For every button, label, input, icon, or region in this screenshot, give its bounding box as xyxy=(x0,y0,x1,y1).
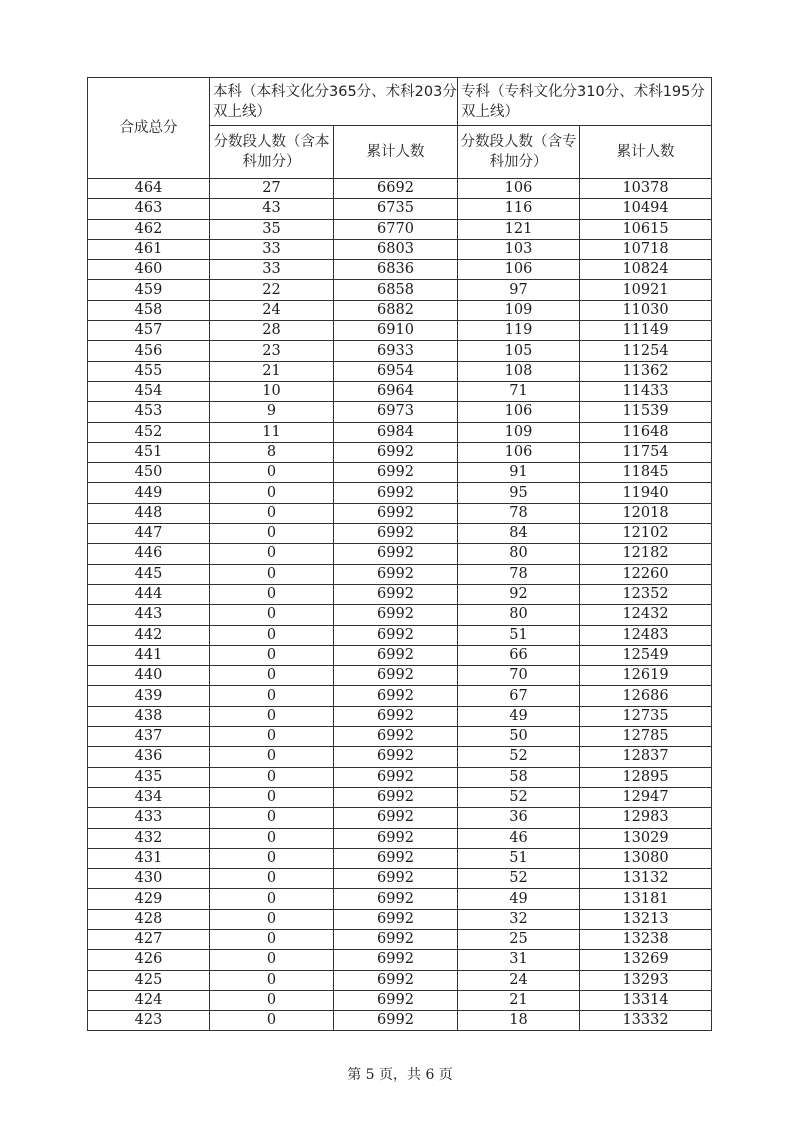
score-cell: 452 xyxy=(88,422,210,442)
vocational-segment-cell: 80 xyxy=(458,605,580,625)
table-row xyxy=(88,828,712,848)
vocational-segment-cell: 109 xyxy=(458,422,580,442)
vocational-segment-cell: 92 xyxy=(458,584,580,604)
score-cell: 441 xyxy=(88,645,210,665)
undergrad-segment-cell: 33 xyxy=(210,260,334,280)
undergrad-cumulative-cell: 6984 xyxy=(334,422,458,442)
table-row xyxy=(88,199,712,219)
undergrad-cumulative-cell: 6992 xyxy=(334,564,458,584)
table-row xyxy=(88,706,712,726)
vocational-segment-cell: 51 xyxy=(458,625,580,645)
score-cell: 453 xyxy=(88,402,210,422)
table-row xyxy=(88,179,712,199)
vocational-cumulative-cell: 11149 xyxy=(580,321,712,341)
vocational-segment-cell: 84 xyxy=(458,524,580,544)
undergrad-segment-cell: 0 xyxy=(210,544,334,564)
undergrad-segment-cell: 0 xyxy=(210,889,334,909)
table-row xyxy=(88,929,712,949)
undergrad-cumulative-cell: 6992 xyxy=(334,625,458,645)
undergrad-segment-cell: 21 xyxy=(210,361,334,381)
undergrad-segment-cell: 0 xyxy=(210,848,334,868)
vocational-segment-cell: 106 xyxy=(458,179,580,199)
table-row xyxy=(88,787,712,807)
vocational-cumulative-cell: 12102 xyxy=(580,524,712,544)
vocational-cumulative-cell: 11539 xyxy=(580,402,712,422)
table-row xyxy=(88,361,712,381)
vocational-cumulative-cell: 12432 xyxy=(580,605,712,625)
vocational-segment-cell: 106 xyxy=(458,402,580,422)
undergrad-cumulative-cell: 6992 xyxy=(334,990,458,1010)
undergrad-cumulative-cell: 6992 xyxy=(334,909,458,929)
score-cell: 432 xyxy=(88,828,210,848)
undergrad-cumulative-cell: 6858 xyxy=(334,280,458,300)
table-row xyxy=(88,727,712,747)
undergrad-cumulative-cell: 6992 xyxy=(334,584,458,604)
vocational-segment-cell: 31 xyxy=(458,950,580,970)
undergrad-segment-cell: 33 xyxy=(210,239,334,259)
undergrad-cumulative-cell: 6803 xyxy=(334,239,458,259)
score-cell: 426 xyxy=(88,950,210,970)
vocational-cumulative-cell: 12483 xyxy=(580,625,712,645)
table-row xyxy=(88,909,712,929)
header-score: 合成总分 xyxy=(88,78,210,179)
table-row xyxy=(88,1011,712,1031)
undergrad-segment-cell: 9 xyxy=(210,402,334,422)
score-cell: 448 xyxy=(88,503,210,523)
undergrad-cumulative-cell: 6992 xyxy=(334,645,458,665)
table-row xyxy=(88,402,712,422)
table-row xyxy=(88,422,712,442)
undergrad-cumulative-cell: 6992 xyxy=(334,828,458,848)
vocational-cumulative-cell: 12549 xyxy=(580,645,712,665)
score-cell: 436 xyxy=(88,747,210,767)
undergrad-segment-cell: 24 xyxy=(210,300,334,320)
undergrad-cumulative-cell: 6992 xyxy=(334,869,458,889)
header-vocational-cumulative: 累计人数 xyxy=(580,126,712,179)
undergrad-cumulative-cell: 6992 xyxy=(334,442,458,462)
undergrad-cumulative-cell: 6933 xyxy=(334,341,458,361)
undergrad-segment-cell: 0 xyxy=(210,828,334,848)
undergrad-segment-cell: 0 xyxy=(210,524,334,544)
score-cell: 440 xyxy=(88,666,210,686)
undergrad-segment-cell: 35 xyxy=(210,219,334,239)
table-row xyxy=(88,300,712,320)
table-row xyxy=(88,483,712,503)
vocational-segment-cell: 119 xyxy=(458,321,580,341)
vocational-cumulative-cell: 13213 xyxy=(580,909,712,929)
table-row xyxy=(88,869,712,889)
vocational-cumulative-cell: 12619 xyxy=(580,666,712,686)
table-row xyxy=(88,564,712,584)
undergrad-segment-cell: 11 xyxy=(210,422,334,442)
score-distribution-sheet xyxy=(87,77,711,1031)
undergrad-segment-cell: 0 xyxy=(210,787,334,807)
table-row xyxy=(88,686,712,706)
vocational-segment-cell: 70 xyxy=(458,666,580,686)
undergrad-cumulative-cell: 6992 xyxy=(334,544,458,564)
vocational-cumulative-cell: 12895 xyxy=(580,767,712,787)
undergrad-segment-cell: 0 xyxy=(210,686,334,706)
score-cell: 437 xyxy=(88,727,210,747)
vocational-cumulative-cell: 12352 xyxy=(580,584,712,604)
undergrad-segment-cell: 10 xyxy=(210,381,334,401)
undergrad-segment-cell: 0 xyxy=(210,706,334,726)
vocational-segment-cell: 36 xyxy=(458,808,580,828)
score-cell: 462 xyxy=(88,219,210,239)
vocational-cumulative-cell: 12018 xyxy=(580,503,712,523)
table-row xyxy=(88,645,712,665)
vocational-cumulative-cell: 10494 xyxy=(580,199,712,219)
header-vocational-group: 专科（专科文化分310分、术科195分双上线） xyxy=(458,78,712,126)
table-row xyxy=(88,625,712,645)
vocational-segment-cell: 49 xyxy=(458,889,580,909)
score-cell: 454 xyxy=(88,381,210,401)
vocational-segment-cell: 71 xyxy=(458,381,580,401)
vocational-segment-cell: 67 xyxy=(458,686,580,706)
vocational-cumulative-cell: 10615 xyxy=(580,219,712,239)
vocational-cumulative-cell: 11648 xyxy=(580,422,712,442)
vocational-segment-cell: 121 xyxy=(458,219,580,239)
vocational-cumulative-cell: 12260 xyxy=(580,564,712,584)
undergrad-segment-cell: 0 xyxy=(210,929,334,949)
header-undergrad-group: 本科（本科文化分365分、术科203分双上线） xyxy=(210,78,458,126)
table-row xyxy=(88,239,712,259)
vocational-cumulative-cell: 12686 xyxy=(580,686,712,706)
score-cell: 458 xyxy=(88,300,210,320)
score-cell: 430 xyxy=(88,869,210,889)
score-cell: 451 xyxy=(88,442,210,462)
vocational-cumulative-cell: 12785 xyxy=(580,727,712,747)
score-cell: 444 xyxy=(88,584,210,604)
score-cell: 427 xyxy=(88,929,210,949)
score-cell: 456 xyxy=(88,341,210,361)
vocational-cumulative-cell: 13314 xyxy=(580,990,712,1010)
undergrad-cumulative-cell: 6992 xyxy=(334,483,458,503)
vocational-segment-cell: 116 xyxy=(458,199,580,219)
score-cell: 433 xyxy=(88,808,210,828)
undergrad-segment-cell: 0 xyxy=(210,645,334,665)
table-row xyxy=(88,767,712,787)
undergrad-cumulative-cell: 6692 xyxy=(334,179,458,199)
score-distribution-table xyxy=(87,77,712,1031)
table-row xyxy=(88,747,712,767)
vocational-segment-cell: 80 xyxy=(458,544,580,564)
undergrad-cumulative-cell: 6992 xyxy=(334,605,458,625)
vocational-segment-cell: 25 xyxy=(458,929,580,949)
undergrad-segment-cell: 0 xyxy=(210,808,334,828)
undergrad-cumulative-cell: 6973 xyxy=(334,402,458,422)
vocational-segment-cell: 66 xyxy=(458,645,580,665)
vocational-cumulative-cell: 12182 xyxy=(580,544,712,564)
table-row xyxy=(88,584,712,604)
table-row xyxy=(88,605,712,625)
vocational-segment-cell: 78 xyxy=(458,503,580,523)
undergrad-cumulative-cell: 6992 xyxy=(334,463,458,483)
undergrad-segment-cell: 0 xyxy=(210,970,334,990)
vocational-segment-cell: 95 xyxy=(458,483,580,503)
undergrad-segment-cell: 0 xyxy=(210,909,334,929)
undergrad-segment-cell: 0 xyxy=(210,564,334,584)
undergrad-segment-cell: 8 xyxy=(210,442,334,462)
vocational-segment-cell: 18 xyxy=(458,1011,580,1031)
table-row xyxy=(88,321,712,341)
table-row xyxy=(88,524,712,544)
vocational-cumulative-cell: 11433 xyxy=(580,381,712,401)
undergrad-segment-cell: 0 xyxy=(210,767,334,787)
score-cell: 447 xyxy=(88,524,210,544)
vocational-segment-cell: 106 xyxy=(458,260,580,280)
undergrad-segment-cell: 0 xyxy=(210,483,334,503)
undergrad-cumulative-cell: 6992 xyxy=(334,706,458,726)
score-cell: 435 xyxy=(88,767,210,787)
vocational-cumulative-cell: 13238 xyxy=(580,929,712,949)
score-cell: 424 xyxy=(88,990,210,1010)
score-cell: 425 xyxy=(88,970,210,990)
table-row xyxy=(88,503,712,523)
score-cell: 438 xyxy=(88,706,210,726)
table-row xyxy=(88,219,712,239)
vocational-cumulative-cell: 11254 xyxy=(580,341,712,361)
undergrad-cumulative-cell: 6992 xyxy=(334,808,458,828)
vocational-segment-cell: 32 xyxy=(458,909,580,929)
vocational-cumulative-cell: 13269 xyxy=(580,950,712,970)
vocational-segment-cell: 105 xyxy=(458,341,580,361)
vocational-segment-cell: 106 xyxy=(458,442,580,462)
vocational-cumulative-cell: 13029 xyxy=(580,828,712,848)
header-undergrad-cumulative: 累计人数 xyxy=(334,126,458,179)
score-cell: 455 xyxy=(88,361,210,381)
vocational-segment-cell: 109 xyxy=(458,300,580,320)
vocational-segment-cell: 52 xyxy=(458,869,580,889)
vocational-cumulative-cell: 11030 xyxy=(580,300,712,320)
vocational-segment-cell: 108 xyxy=(458,361,580,381)
undergrad-segment-cell: 0 xyxy=(210,950,334,970)
score-cell: 443 xyxy=(88,605,210,625)
table-row xyxy=(88,280,712,300)
table-row xyxy=(88,970,712,990)
table-row xyxy=(88,950,712,970)
vocational-cumulative-cell: 13293 xyxy=(580,970,712,990)
score-cell: 423 xyxy=(88,1011,210,1031)
table-body xyxy=(88,179,712,1031)
table-row xyxy=(88,442,712,462)
table-row xyxy=(88,990,712,1010)
vocational-cumulative-cell: 10921 xyxy=(580,280,712,300)
undergrad-cumulative-cell: 6910 xyxy=(334,321,458,341)
undergrad-cumulative-cell: 6992 xyxy=(334,1011,458,1031)
vocational-segment-cell: 78 xyxy=(458,564,580,584)
undergrad-segment-cell: 0 xyxy=(210,1011,334,1031)
score-cell: 450 xyxy=(88,463,210,483)
vocational-segment-cell: 24 xyxy=(458,970,580,990)
undergrad-segment-cell: 0 xyxy=(210,503,334,523)
score-cell: 442 xyxy=(88,625,210,645)
undergrad-segment-cell: 0 xyxy=(210,727,334,747)
vocational-cumulative-cell: 10378 xyxy=(580,179,712,199)
vocational-segment-cell: 103 xyxy=(458,239,580,259)
undergrad-cumulative-cell: 6992 xyxy=(334,767,458,787)
undergrad-cumulative-cell: 6882 xyxy=(334,300,458,320)
score-cell: 463 xyxy=(88,199,210,219)
undergrad-cumulative-cell: 6735 xyxy=(334,199,458,219)
score-cell: 449 xyxy=(88,483,210,503)
score-cell: 431 xyxy=(88,848,210,868)
undergrad-cumulative-cell: 6992 xyxy=(334,503,458,523)
undergrad-cumulative-cell: 6954 xyxy=(334,361,458,381)
score-cell: 445 xyxy=(88,564,210,584)
score-cell: 439 xyxy=(88,686,210,706)
undergrad-segment-cell: 0 xyxy=(210,747,334,767)
score-cell: 428 xyxy=(88,909,210,929)
vocational-cumulative-cell: 11845 xyxy=(580,463,712,483)
undergrad-cumulative-cell: 6992 xyxy=(334,848,458,868)
table-row xyxy=(88,260,712,280)
header-vocational-segment: 分数段人数（含专科加分） xyxy=(458,126,580,179)
undergrad-cumulative-cell: 6992 xyxy=(334,889,458,909)
table-row xyxy=(88,463,712,483)
table-row xyxy=(88,889,712,909)
vocational-cumulative-cell: 13080 xyxy=(580,848,712,868)
undergrad-cumulative-cell: 6964 xyxy=(334,381,458,401)
undergrad-segment-cell: 0 xyxy=(210,463,334,483)
undergrad-segment-cell: 0 xyxy=(210,990,334,1010)
undergrad-segment-cell: 0 xyxy=(210,584,334,604)
score-cell: 459 xyxy=(88,280,210,300)
undergrad-segment-cell: 0 xyxy=(210,869,334,889)
score-cell: 434 xyxy=(88,787,210,807)
undergrad-segment-cell: 0 xyxy=(210,605,334,625)
page-number-footer: 第 5 页，共 6 页 xyxy=(347,1067,453,1083)
vocational-segment-cell: 52 xyxy=(458,747,580,767)
vocational-cumulative-cell: 11362 xyxy=(580,361,712,381)
vocational-segment-cell: 21 xyxy=(458,990,580,1010)
vocational-cumulative-cell: 13132 xyxy=(580,869,712,889)
vocational-cumulative-cell: 13181 xyxy=(580,889,712,909)
undergrad-cumulative-cell: 6992 xyxy=(334,686,458,706)
undergrad-segment-cell: 23 xyxy=(210,341,334,361)
table-row xyxy=(88,666,712,686)
vocational-cumulative-cell: 11940 xyxy=(580,483,712,503)
score-cell: 429 xyxy=(88,889,210,909)
vocational-cumulative-cell: 12983 xyxy=(580,808,712,828)
undergrad-segment-cell: 0 xyxy=(210,625,334,645)
undergrad-cumulative-cell: 6992 xyxy=(334,970,458,990)
undergrad-cumulative-cell: 6992 xyxy=(334,747,458,767)
score-cell: 457 xyxy=(88,321,210,341)
score-cell: 461 xyxy=(88,239,210,259)
table-row xyxy=(88,544,712,564)
undergrad-cumulative-cell: 6770 xyxy=(334,219,458,239)
table-row xyxy=(88,808,712,828)
table-row xyxy=(88,848,712,868)
vocational-segment-cell: 52 xyxy=(458,787,580,807)
table-header xyxy=(88,78,712,179)
undergrad-segment-cell: 43 xyxy=(210,199,334,219)
undergrad-cumulative-cell: 6992 xyxy=(334,929,458,949)
vocational-cumulative-cell: 12837 xyxy=(580,747,712,767)
vocational-segment-cell: 51 xyxy=(458,848,580,868)
vocational-segment-cell: 46 xyxy=(458,828,580,848)
undergrad-segment-cell: 28 xyxy=(210,321,334,341)
undergrad-segment-cell: 27 xyxy=(210,179,334,199)
table-row xyxy=(88,381,712,401)
score-cell: 464 xyxy=(88,179,210,199)
vocational-cumulative-cell: 11754 xyxy=(580,442,712,462)
vocational-segment-cell: 97 xyxy=(458,280,580,300)
vocational-cumulative-cell: 13332 xyxy=(580,1011,712,1031)
vocational-cumulative-cell: 12947 xyxy=(580,787,712,807)
vocational-cumulative-cell: 10718 xyxy=(580,239,712,259)
undergrad-segment-cell: 22 xyxy=(210,280,334,300)
table-row xyxy=(88,341,712,361)
header-undergrad-segment: 分数段人数（含本科加分） xyxy=(210,126,334,179)
undergrad-cumulative-cell: 6992 xyxy=(334,666,458,686)
vocational-segment-cell: 58 xyxy=(458,767,580,787)
vocational-segment-cell: 91 xyxy=(458,463,580,483)
vocational-cumulative-cell: 12735 xyxy=(580,706,712,726)
undergrad-cumulative-cell: 6992 xyxy=(334,524,458,544)
undergrad-cumulative-cell: 6992 xyxy=(334,787,458,807)
undergrad-cumulative-cell: 6992 xyxy=(334,950,458,970)
vocational-segment-cell: 49 xyxy=(458,706,580,726)
undergrad-segment-cell: 0 xyxy=(210,666,334,686)
vocational-segment-cell: 50 xyxy=(458,727,580,747)
vocational-cumulative-cell: 10824 xyxy=(580,260,712,280)
undergrad-cumulative-cell: 6836 xyxy=(334,260,458,280)
score-cell: 446 xyxy=(88,544,210,564)
undergrad-cumulative-cell: 6992 xyxy=(334,727,458,747)
score-cell: 460 xyxy=(88,260,210,280)
